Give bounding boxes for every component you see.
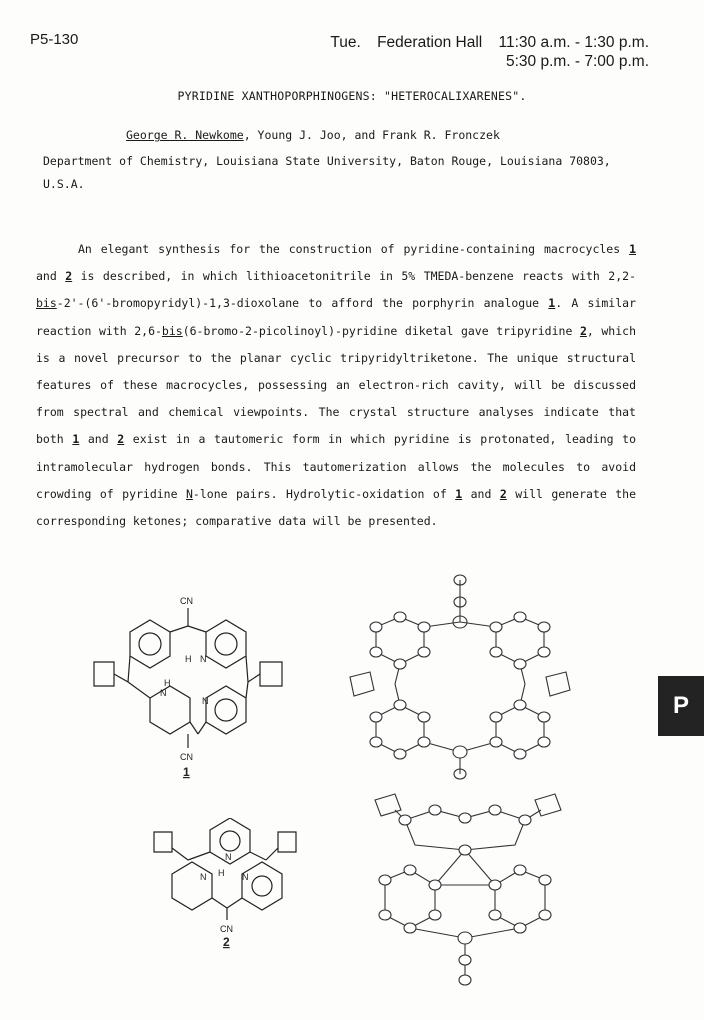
presenting-author: George R. Newkome [126, 128, 244, 142]
svg-text:N: N [200, 872, 207, 882]
abstract-body [36, 236, 636, 535]
pyridine-ring-right [242, 862, 282, 910]
dioxolane-right-2 [278, 832, 296, 852]
crystal-structure-1 [340, 572, 580, 782]
session-location: Federation Hall [377, 34, 483, 51]
co-authors: , Young J. Joo, and Frank R. Fronczek [243, 128, 500, 142]
abstract-title: PYRIDINE XANTHOPORPHINOGENS: "HETEROCALIXARENES". [177, 89, 527, 103]
affiliation: Department of Chemistry, Louisiana State University, Baton Rouge, Louisiana 70803, U.S.A. [43, 154, 611, 191]
poster-id: P5-130 [30, 31, 79, 48]
pyridine-ring-bottom-right [206, 686, 246, 734]
svg-text:N: N [225, 852, 232, 862]
session-line-1 [330, 33, 649, 52]
dioxolane-left [94, 662, 114, 686]
structure-2-cn: CN [220, 924, 233, 934]
svg-text:H: H [185, 654, 192, 664]
dioxolane-right [260, 662, 282, 686]
structure-1-cn-top: CN [180, 596, 193, 606]
session-day: Tue. [330, 34, 361, 51]
svg-text:N: N [200, 654, 207, 664]
svg-text:H: H [164, 678, 171, 688]
structure-2-label: 2 [223, 935, 230, 949]
svg-text:H: H [218, 868, 225, 878]
structure-2-drawing [150, 818, 310, 958]
session-time-2: 5:30 p.m. - 7:00 p.m. [505, 53, 649, 70]
dioxolane-left-2 [154, 832, 172, 852]
session-time-1: 11:30 a.m. - 1:30 p.m. [498, 34, 649, 51]
crystal-structure-2 [345, 790, 585, 990]
svg-text:N: N [160, 688, 167, 698]
section-tab-p: P [658, 676, 704, 736]
svg-text:N: N [242, 872, 249, 882]
structure-1-cn-bottom: CN [180, 752, 193, 762]
pyridine-ring-top-left [130, 620, 170, 668]
abstract-paragraph: An elegant synthesis for the construction of pyridine-containing macrocycles 1 and 2 is described, in which lithioacetonitrile in 5% TMEDA-benzene reacts with 2,2-bis-2'-(6'-bromopyridyl)-1,3-dioxolane to afford the porphyrin analogue 1. A similar reaction with 2,6-bis(6-bromo-2-picolinoyl)-pyridine diketal gave tripyridine 2, which is a novel precursor to the planar cyclic tripyridyltriketone. The unique structural features of these macrocycles, possessing an electron-rich cavity, will be discussed from spectral and chemical viewpoints. The crystal structure analyses indicate that both 1 and 2 exist in a tautomeric form in which pyridine is protonated, leading to intramolecular hydrogen bonds. This tautomerization allows the molecules to avoid crowding of pyridine N-lone pairs. Hydrolytic-oxidation of 1 and 2 will generate the corresponding ketones; comparative data will be presented. [36, 242, 636, 529]
structure-1-drawing [88, 590, 308, 780]
session-info [330, 33, 649, 71]
author-list [126, 128, 500, 142]
pyridine-ring-bottom-left [150, 686, 190, 734]
structure-1-label: 1 [183, 765, 190, 779]
svg-text:N: N [202, 696, 209, 706]
pyridine-ring-left [172, 862, 212, 910]
pyridine-ring-top-right [206, 620, 246, 668]
